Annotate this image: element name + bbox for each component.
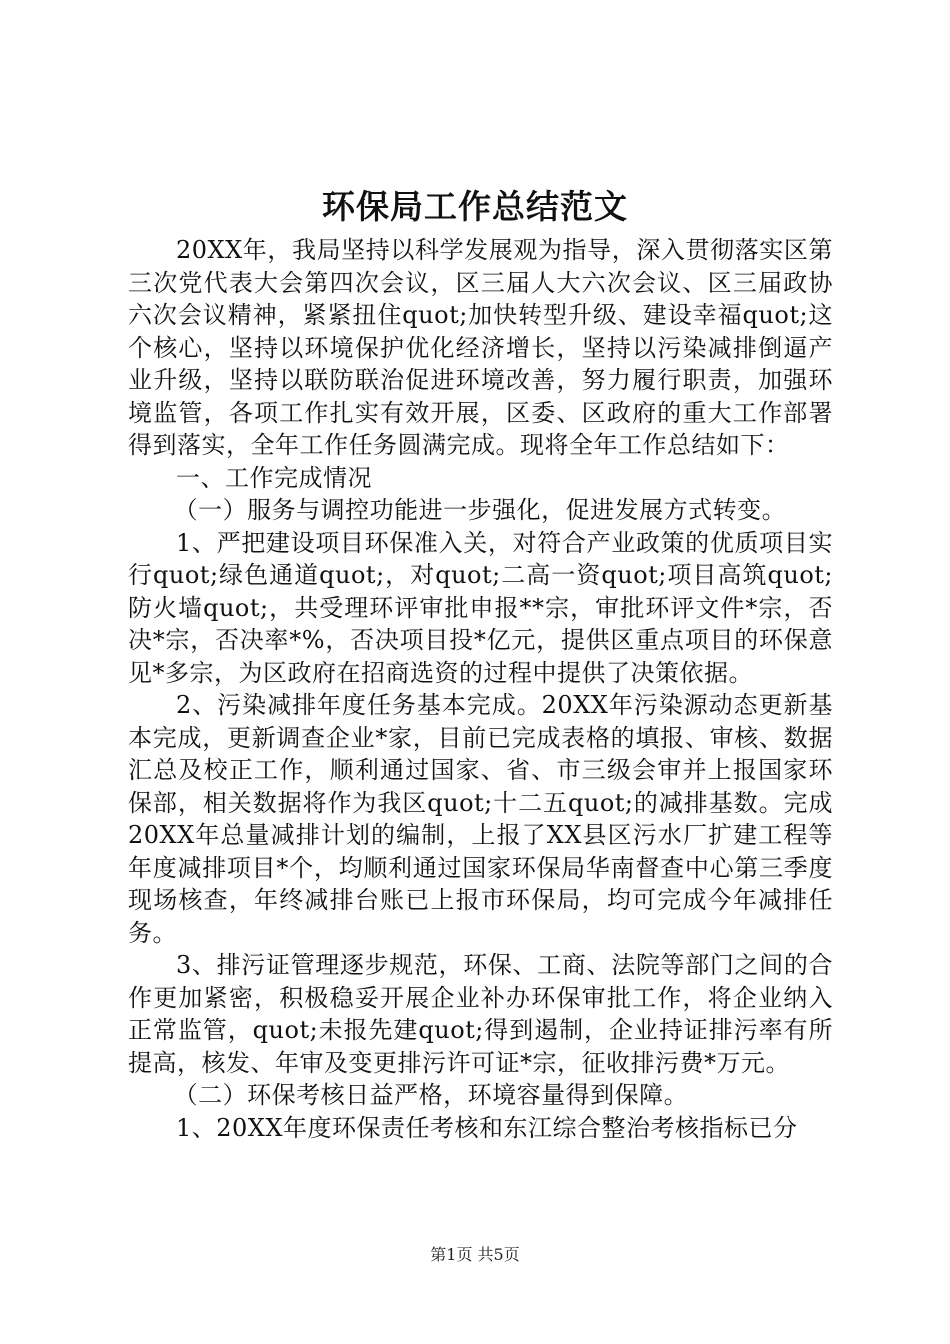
paragraph-item-1: 1、严把建设项目环保准入关，对符合产业政策的优质项目实行quot;绿色通道quot;，对quot;二高一资quot;项目高筑quot;防火墙quot;，共受理环评审批申报**宗，审批环评文件*宗，否决*宗，否决率*%，否决项目投*亿元，提供区重点项目的环保意见*多宗，为区政府在招商选资的过程中提供了决策依据。 — [128, 528, 833, 687]
section-heading-work-completion: 一、工作完成情况 — [176, 463, 372, 492]
intro-paragraph: 20XX年，我局坚持以科学发展观为指导，深入贯彻落实区第三次党代表大会第四次会议，区三届人大六次会议、区三届政协六次会议精神，紧紧扭住quot;加快转型升级、建设幸福quot;这个核心，坚持以环境保护优化经济增长，坚持以污染减排倒逼产业升级，坚持以联防联治促进环境改善，努力履行职责，加强环境监管，各项工作扎实有效开展，区委、区政府的重大工作部署得到落实，全年工作任务圆满完成。现将全年工作总结如下： — [128, 236, 833, 459]
paragraph-item-4: 1、20XX年度环保责任考核和东江综合整治考核指标已分 — [176, 1113, 798, 1142]
page-footer: 第1页 共5页 — [430, 1245, 520, 1264]
paragraph-item-2: 2、污染减排年度任务基本完成。20XX年污染源动态更新基本完成，更新调查企业*家，目前已完成表格的填报、审核、数据汇总及校正工作，顺利通过国家、省、市三级会审并上报国家环保部，相关数据将作为我区quot;十二五quot;的减排基数。完成20XX年总量减排计划的编制，上报了XX县区污水厂扩建工程等年度减排项目*个，均顺利通过国家环保局华南督查中心第三季度现场核查，年终减排台账已上报市环保局，均可完成今年减排任务。 — [128, 691, 833, 947]
document-title: 环保局工作总结范文 — [322, 187, 628, 226]
paragraph-item-3: 3、排污证管理逐步规范，环保、工商、法院等部门之间的合作更加紧密，积极稳妥开展企业补办环保审批工作，将企业纳入正常监管，quot;未报先建quot;得到遏制，企业持证排污率有所提高，核发、年审及变更排污许可证*宗，征收排污费*万元。 — [128, 951, 833, 1077]
subsection-heading-1: （一）服务与调控功能进一步强化，促进发展方式转变。 — [173, 496, 787, 524]
document-body — [128, 234, 833, 1144]
subsection-heading-2: （二）环保考核日益严格，环境容量得到保障。 — [173, 1081, 689, 1109]
